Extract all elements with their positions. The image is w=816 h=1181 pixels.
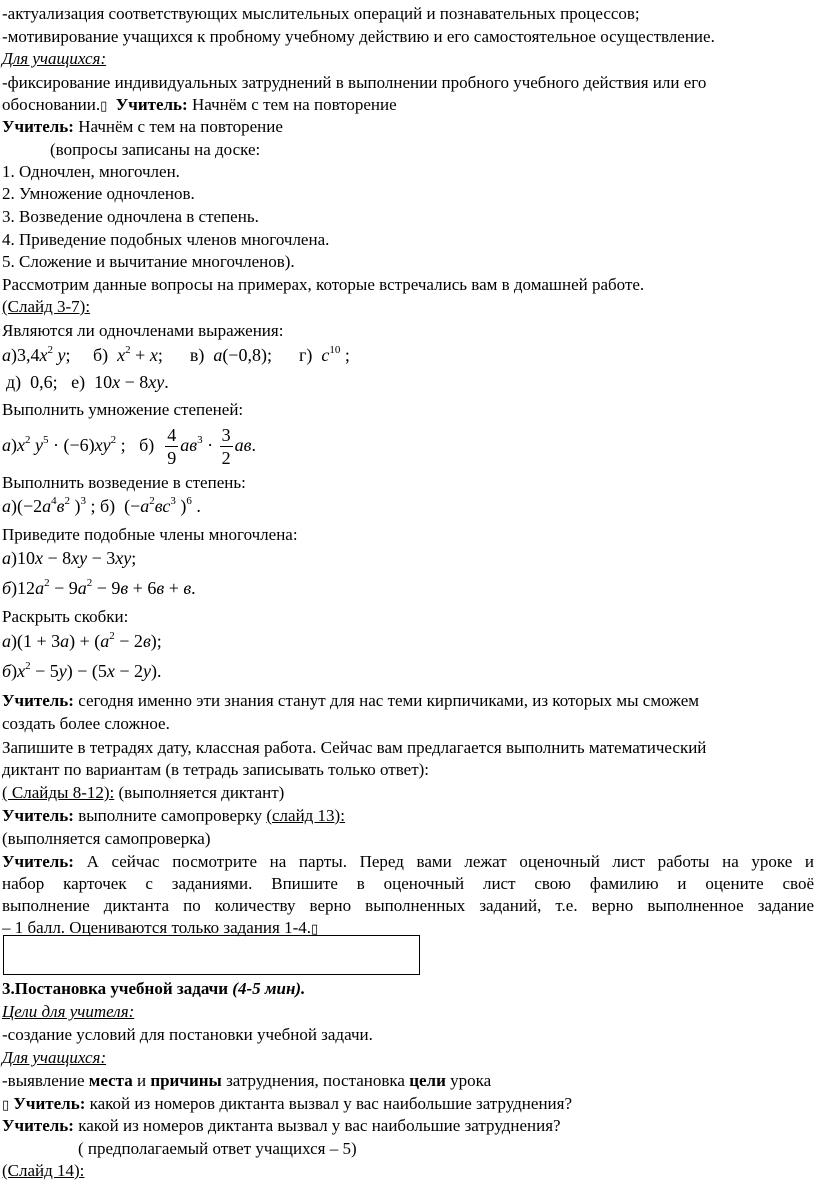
text-line: -создание условий для постановки учебной задачи. xyxy=(2,1025,373,1044)
emphasis: причины xyxy=(150,1071,222,1090)
text-run: урока xyxy=(445,1071,492,1090)
formula-line: $а)(-2а^4в^2$ )$^3$ ; б) ($-а^2вс^3$ )$^6$ . xyxy=(2,495,201,516)
text-line xyxy=(2,1115,561,1136)
text-line xyxy=(2,782,284,803)
slide-reference: (Слайд 14): xyxy=(2,1161,85,1180)
text-line: Раскрыть скобки: xyxy=(2,607,129,626)
missing-glyph-icon: ▯ xyxy=(311,922,319,937)
text-line xyxy=(2,116,283,137)
text-run: обосновании. xyxy=(2,95,101,114)
text-line: набор карточек с заданиями. Впишите в оценочный лист свою фамилию и оцените своё xyxy=(2,874,814,893)
text-line: выполнение диктанта по количеству верно выполненных заданий, т.е. верно выполненное задание xyxy=(2,896,814,915)
heading-text: 3.Постановка учебной задачи xyxy=(2,979,229,998)
text-line: Приведите подобные члены многочлена: xyxy=(2,525,298,544)
text-line: Выполнить возведение в степень: xyxy=(2,473,246,492)
missing-glyph-icon: ▯ xyxy=(2,1098,10,1113)
text-line: Запишите в тетрадях дату, классная работа. Сейчас вам предлагается выполнить математический xyxy=(2,738,707,757)
speaker-label: Учитель: xyxy=(2,852,74,871)
text-line xyxy=(2,94,397,117)
text-run: (выполняется диктант) xyxy=(114,783,285,802)
formula-line: $а)x^2$ $y^5 \cdot (-6)xy^2$ ; б) $\frac{4}{9}$ $ав^3$ · $\frac{3}{2}$ ав. xyxy=(2,425,256,469)
text-run: затруднения, постановка xyxy=(221,1071,410,1090)
emphasis: цели xyxy=(409,1071,446,1090)
slide-reference: (Слайд 3-7): xyxy=(2,297,91,316)
speaker-label: Учитель: xyxy=(13,1094,86,1113)
list-item: 5. Сложение и вычитание многочленов). xyxy=(2,252,295,271)
formula-line: $а)3,4x^2$ y; б) $x^2 + x$; в) a(−0,8); г) $c^{10}$ ; xyxy=(2,344,350,365)
text-run: какой из номеров диктанта вызвал у вас наибольшие затруднения? xyxy=(73,1116,561,1135)
list-item: 1. Одночлен, многочлен. xyxy=(2,162,180,181)
text-line xyxy=(2,805,345,826)
text-line xyxy=(2,1093,572,1116)
text-line: (выполняется самопроверка) xyxy=(2,829,211,848)
text-line: ( предполагаемый ответ учащихся – 5) xyxy=(78,1139,357,1158)
text-run: выполните самопроверку xyxy=(73,806,267,825)
slide-reference: ( Слайды 8-12): xyxy=(2,783,115,802)
speaker-label: Учитель: xyxy=(2,806,74,825)
speaker-label: Учитель: xyxy=(2,117,74,136)
list-item: 4. Приведение подобных членов многочлена. xyxy=(2,230,330,249)
speaker-label: Учитель: xyxy=(115,95,188,114)
text-run: Начнём с тем на повторение xyxy=(78,117,283,136)
section-label: Для учащихся: xyxy=(2,49,107,68)
heading-duration: (4-5 мин). xyxy=(228,979,306,998)
text-line: (вопросы записаны на доске: xyxy=(50,140,261,159)
text-line: -актуализация соответствующих мыслительных операций и познавательных процессов; xyxy=(2,4,640,23)
formula-line: $б)12а^2 - 9а^2 - 9в + 6в + в$. xyxy=(2,577,196,598)
text-run: какой из номеров диктанта вызвал у вас наибольшие затруднения? xyxy=(85,1094,573,1113)
text-line: создать более сложное. xyxy=(2,714,170,733)
text-line: Рассмотрим данные вопросы на примерах, которые встречались вам в домашней работе. xyxy=(2,275,645,294)
text-line: диктант по вариантам (в тетрадь записывать только ответ): xyxy=(2,760,430,779)
text-line xyxy=(2,1070,491,1091)
text-line: -мотивирование учащихся к пробному учебному действию и его самостоятельное осуществление. xyxy=(2,27,715,46)
slide-reference: (слайд 13): xyxy=(266,806,345,825)
text-line xyxy=(2,851,814,872)
text-run: А сейчас посмотрите на парты. Перед вами лежат оценочный лист работы на уроке и xyxy=(73,852,814,871)
list-item: 2. Умножение одночленов. xyxy=(2,184,195,203)
text-run: сегодня именно эти знания станут для нас теми кирпичиками, из которых мы сможем xyxy=(73,691,699,710)
text-run: Начнём с тем на повторение xyxy=(191,95,397,114)
text-run: и xyxy=(132,1071,151,1090)
emphasis: места xyxy=(88,1071,133,1090)
text-line: -фиксирование индивидуальных затруднений в выполнении пробного учебного действия или его xyxy=(2,73,707,92)
text-line xyxy=(2,690,699,711)
section-label: Цели для учителя: xyxy=(2,1002,135,1021)
section-heading xyxy=(2,978,305,999)
text-line: Выполнить умножение степеней: xyxy=(2,400,244,419)
section-label: Для учащихся: xyxy=(2,1048,107,1067)
text-run: -выявление xyxy=(2,1071,89,1090)
formula-line: $б)x^2 - 5y) - (5x - 2y)$. xyxy=(2,660,162,681)
text-line: Являются ли одночленами выражения: xyxy=(2,321,284,340)
empty-frame xyxy=(3,935,420,975)
formula-line: $а)(1 + 3а) + (а^2 - 2в)$; xyxy=(2,630,162,651)
speaker-label: Учитель: xyxy=(2,1116,74,1135)
text-run: – 1 балл. Оцениваются только задания 1-4. xyxy=(2,918,311,937)
missing-glyph-icon: ▯ xyxy=(100,99,108,114)
formula-line: а)10x − 8xy − 3xy; xyxy=(2,548,137,568)
formula-line: д) 0,6; е) 10x − 8xy. xyxy=(6,372,169,392)
list-item: 3. Возведение одночлена в степень. xyxy=(2,207,259,226)
speaker-label: Учитель: xyxy=(2,691,74,710)
